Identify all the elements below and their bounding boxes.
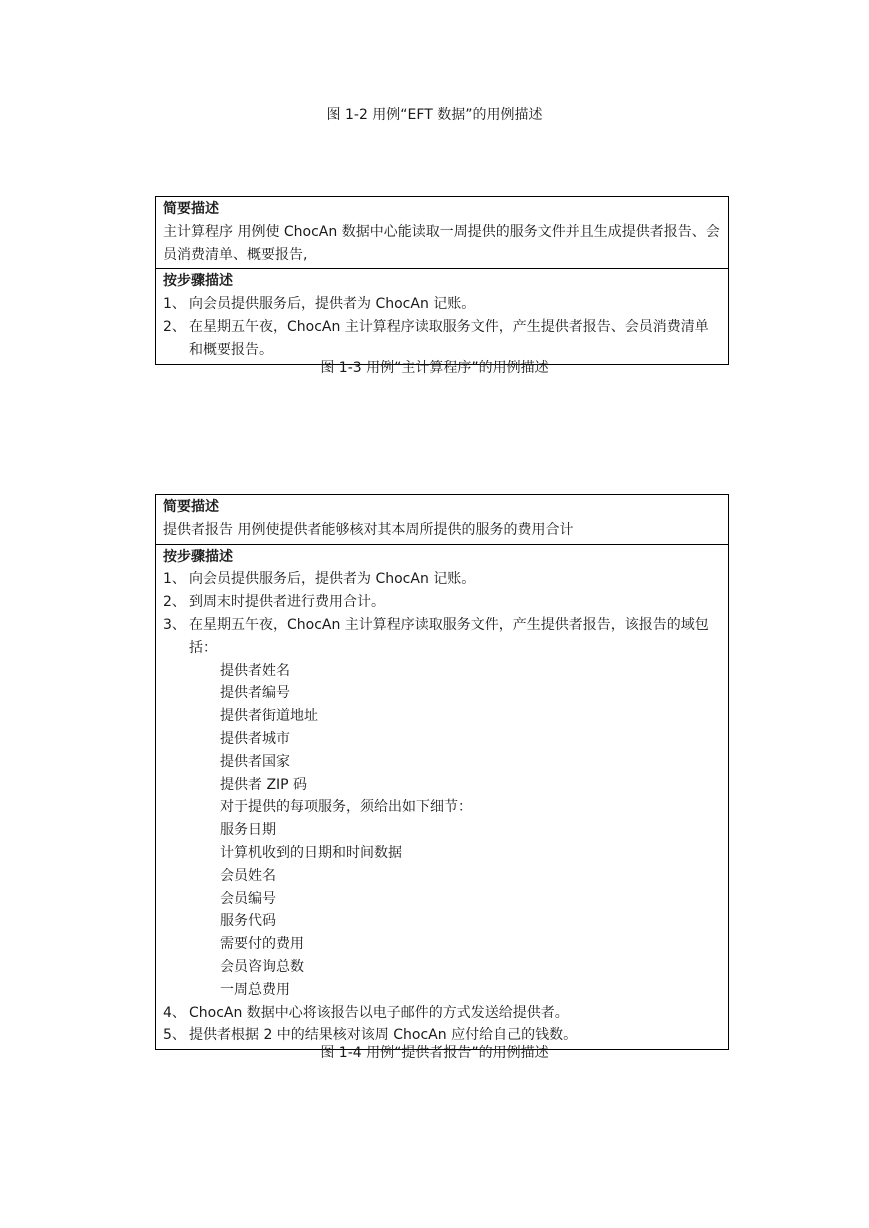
steps-section xyxy=(156,268,728,363)
report-field: 计算机收到的日期和时间数据 xyxy=(220,844,402,861)
step-text: 向会员提供服务后，提供者为 ChocAn 记账。 xyxy=(189,296,476,313)
step-number: 2、 xyxy=(163,594,186,611)
step-text: 在星期五午夜，ChocAn 主计算程序读取服务文件，产生提供者报告、会员消费清单和概要报告。 xyxy=(189,318,709,358)
report-field: 提供者姓名 xyxy=(220,662,290,679)
step-text: 在星期五午夜，ChocAn 主计算程序读取服务文件，产生提供者报告，该报告的域包括： xyxy=(189,616,709,656)
step-item xyxy=(163,293,721,316)
use-case-table-main-program xyxy=(155,196,729,365)
report-field: 提供者街道地址 xyxy=(220,708,318,725)
steps-heading: 按步骤描述 xyxy=(163,548,233,565)
brief-text: 提供者报告 用例使提供者能够核对其本周所提供的服务的费用合计 xyxy=(163,521,574,538)
report-field: 服务日期 xyxy=(220,822,276,839)
report-field: 提供者城市 xyxy=(220,730,290,747)
report-field: 需要付的费用 xyxy=(220,936,304,953)
brief-description-section xyxy=(156,495,728,544)
brief-description-section xyxy=(156,197,728,268)
step-text: 到周末时提供者进行费用合计。 xyxy=(189,594,385,611)
report-field: 会员姓名 xyxy=(220,867,276,884)
step-text: ChocAn 数据中心将该报告以电子邮件的方式发送给提供者。 xyxy=(189,1004,569,1021)
step-number: 1、 xyxy=(163,296,186,313)
use-case-table-provider-report xyxy=(155,494,729,1050)
step-number: 3、 xyxy=(163,616,186,633)
step-number: 2、 xyxy=(163,318,186,335)
step-text: 向会员提供服务后，提供者为 ChocAn 记账。 xyxy=(189,571,476,588)
report-field: 提供者 ZIP 码 xyxy=(220,776,308,793)
step-text: 提供者根据 2 中的结果核对该周 ChocAn 应付给自己的钱数。 xyxy=(189,1027,578,1044)
figure-1-3-caption: 图 1-3 用例“主计算程序”的用例描述 xyxy=(320,360,549,376)
step-number: 4、 xyxy=(163,1004,186,1021)
report-field: 提供者国家 xyxy=(220,753,290,770)
report-field: 对于提供的每项服务，须给出如下细节： xyxy=(220,799,472,816)
step-number: 5、 xyxy=(163,1027,186,1044)
step-item xyxy=(163,1002,721,1025)
report-field: 会员咨询总数 xyxy=(220,958,304,975)
report-field: 一周总费用 xyxy=(220,981,290,998)
report-field: 服务代码 xyxy=(220,913,276,930)
brief-heading: 简要描述 xyxy=(163,201,219,217)
step-item xyxy=(163,316,721,362)
figure-1-4-caption: 图 1-4 用例“提供者报告”的用例描述 xyxy=(320,1045,549,1061)
step-item xyxy=(163,614,721,660)
step-item xyxy=(163,591,721,614)
figure-1-2-caption: 图 1-2 用例“EFT 数据”的用例描述 xyxy=(326,107,543,123)
brief-heading: 简要描述 xyxy=(163,499,219,515)
step-number: 1、 xyxy=(163,571,186,588)
brief-text: 主计算程序 用例使 ChocAn 数据中心能读取一周提供的服务文件并且生成提供者报告、会员消费清单、概要报告, xyxy=(163,223,720,263)
report-field: 会员编号 xyxy=(220,890,276,907)
steps-heading: 按步骤描述 xyxy=(163,273,233,290)
steps-section xyxy=(156,544,728,1050)
report-field: 提供者编号 xyxy=(220,685,290,702)
step-item xyxy=(163,568,721,591)
